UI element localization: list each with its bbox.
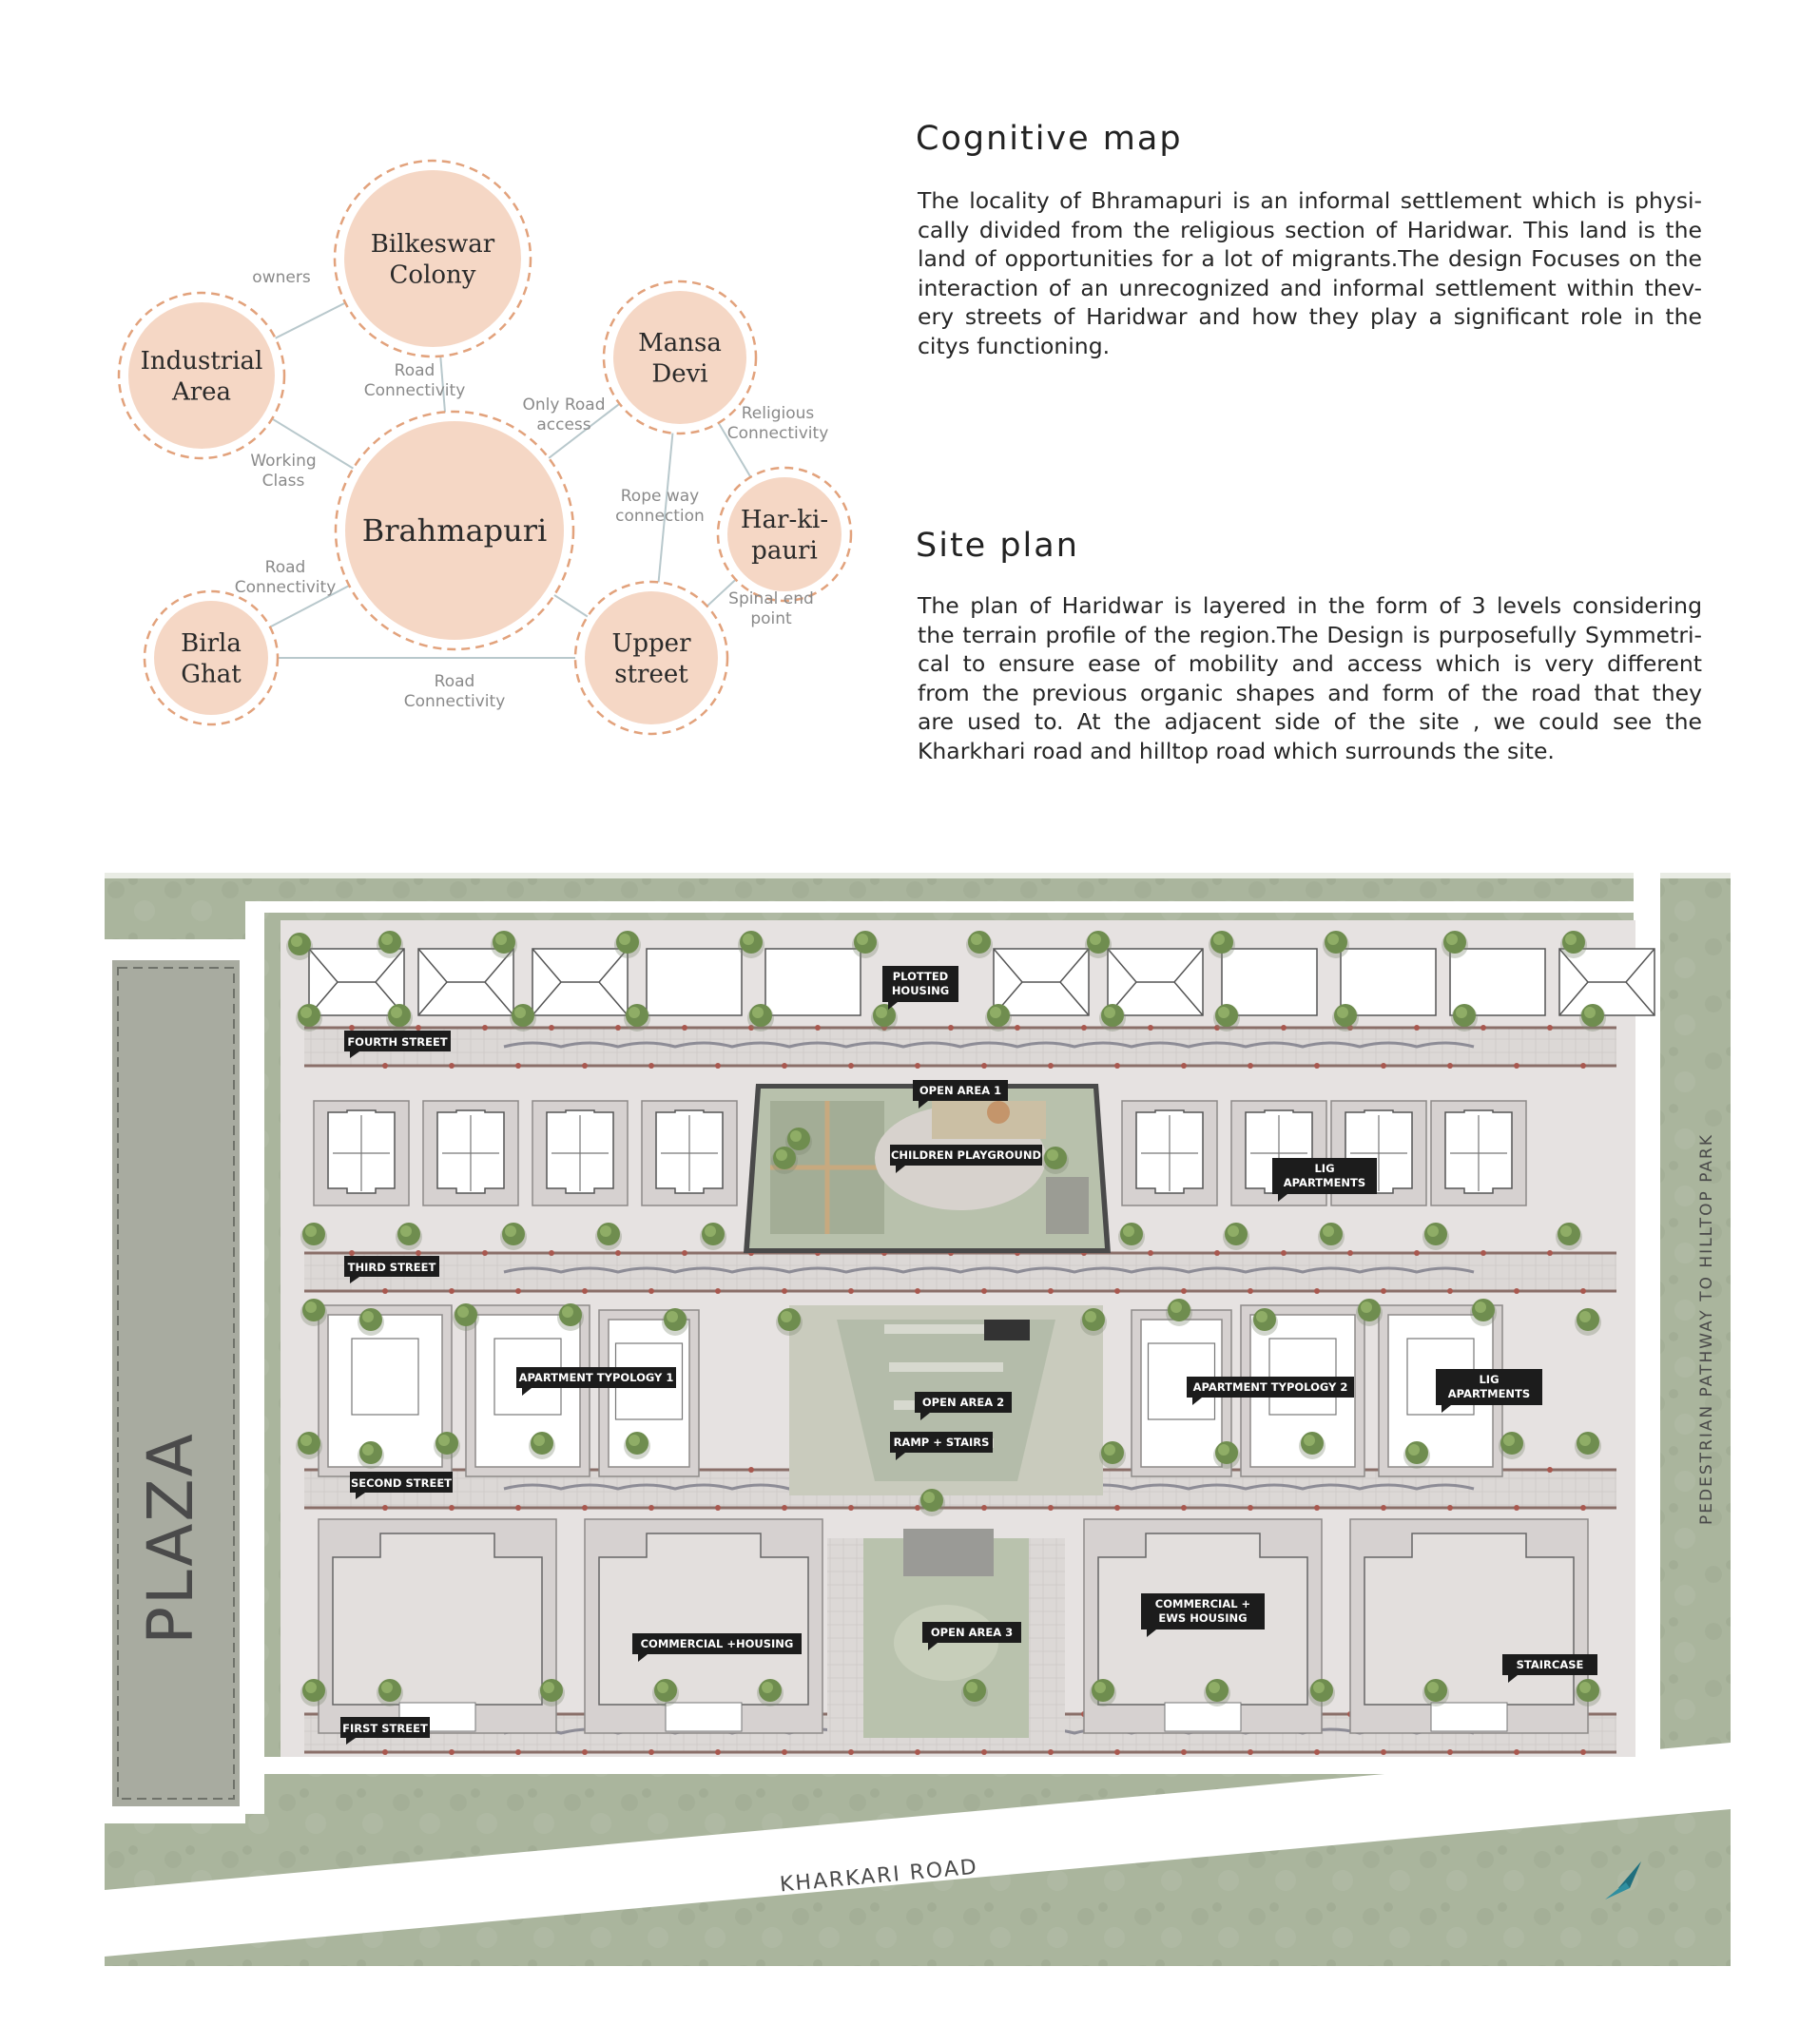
node-label: Industrial	[140, 346, 263, 376]
paragraph-line: ery streets of Haridwar and how they play a significant role in the	[918, 303, 1702, 330]
tag-text: EWS HOUSING	[1158, 1611, 1248, 1625]
kharkari-road-label: KHARKARI ROAD	[779, 1855, 979, 1898]
edge-label-road1: Connectivity	[363, 381, 466, 400]
cognitive-map-diagram	[0, 0, 875, 751]
node-label: Colony	[389, 260, 476, 290]
edge-label-spinal: point	[750, 609, 792, 628]
street-label-text: THIRD STREET	[347, 1261, 436, 1274]
apartment-block	[642, 1101, 737, 1205]
tag-text: PLOTTED	[892, 970, 949, 983]
paragraph-line: land of opportunities for a lot of migrants.The design Focuses on the	[918, 245, 1702, 272]
plot-house	[309, 949, 404, 1015]
street-label-text: FOURTH STREET	[347, 1035, 448, 1049]
tag-text: OPEN AREA 2	[921, 1396, 1005, 1409]
commercial-block	[319, 1519, 556, 1733]
tag-text: COMMERCIAL +HOUSING	[640, 1637, 794, 1650]
plot-house	[532, 949, 628, 1015]
edge-label-road3: Road	[434, 672, 475, 691]
tag-text: LIG	[1314, 1162, 1335, 1175]
plot-house	[1108, 949, 1203, 1015]
cognitive-map-title: Cognitive map	[916, 120, 1183, 158]
node-brahmapuri	[336, 412, 573, 649]
plot-house	[418, 949, 513, 1015]
paragraph-line: the terrain profile of the region.The Design is purposefully Symmetri-	[918, 621, 1702, 648]
edge-label-owners: owners	[252, 268, 311, 287]
street-label-text: FIRST STREET	[342, 1722, 428, 1735]
plot-house	[647, 949, 742, 1015]
tag-text: OPEN AREA 3	[930, 1626, 1014, 1639]
node-birla	[145, 591, 278, 724]
plot-house	[1222, 949, 1317, 1015]
plot-house	[994, 949, 1089, 1015]
paragraph-line: cal to ensure ease of mobility and access which is very different	[918, 650, 1702, 677]
paragraph-line: are used to. At the adjacent side of the site , we could see the	[918, 708, 1702, 735]
tag-text: RAMP + STAIRS	[893, 1436, 990, 1449]
edge-label-religious: Religious	[741, 404, 815, 423]
edge-label-religious: Connectivity	[726, 424, 829, 443]
paragraph-line: The plan of Haridwar is layered in the form of 3 levels considering	[918, 592, 1702, 619]
edge-label-road2: Road	[264, 558, 306, 577]
paragraph-line: from the previous organic shapes and form of the road that they	[918, 679, 1702, 706]
commercial-block	[585, 1519, 822, 1733]
paragraph-line: interaction of an unrecognized and informal settlement within thev-	[918, 274, 1702, 301]
node-industrial	[119, 293, 284, 458]
node-harkipauri	[718, 468, 851, 601]
cognitive-map-description	[918, 186, 1702, 360]
edge-label-onlyroad: Only Road	[522, 395, 606, 415]
apartment-block	[423, 1101, 518, 1205]
apartment-block	[314, 1101, 409, 1205]
cognitive-map-nodes	[119, 161, 851, 734]
node-bilkeswar	[335, 161, 531, 357]
node-mansa	[604, 281, 756, 434]
apartment-block	[532, 1101, 628, 1205]
edge-label-ropeway: connection	[615, 507, 705, 526]
tag-text: APARTMENTS	[1447, 1387, 1531, 1400]
plaza	[105, 939, 245, 1823]
tag-text: APARTMENT TYPOLOGY 1	[518, 1371, 674, 1384]
node-label: Upper	[611, 628, 691, 658]
apartment-block	[1431, 1101, 1526, 1205]
node-label: Mansa	[638, 328, 722, 357]
street-third	[304, 1250, 1616, 1294]
pedestrian-pathway-label: PEDESTRIAN PATHWAY TO HILLTOP PARK	[1697, 1133, 1716, 1525]
tag-text: LIG	[1479, 1373, 1500, 1386]
edge-label-road2: Connectivity	[234, 578, 337, 597]
street-label-text: SECOND STREET	[350, 1476, 453, 1490]
node-label: Birla	[181, 628, 242, 658]
tag-text: CHILDREN PLAYGROUND	[890, 1148, 1042, 1162]
tag-text: APARTMENT TYPOLOGY 2	[1192, 1380, 1348, 1394]
node-label: Devi	[651, 359, 708, 389]
edge-label-ropeway: Rope way	[620, 487, 700, 506]
plot-house	[1341, 949, 1436, 1015]
edge-label-onlyroad: access	[536, 415, 591, 434]
paragraph-line: The locality of Bhramapuri is an informal settlement which is physi-	[918, 187, 1702, 214]
apartment-typology-block	[319, 1305, 452, 1476]
paragraph-line: citys functioning.	[918, 332, 1111, 359]
node-label: Har-ki-	[740, 505, 829, 534]
paragraph-line: Kharkhari road and hilltop road which surrounds the site.	[918, 737, 1555, 764]
edge-label-road1: Road	[394, 361, 435, 380]
node-label: pauri	[751, 536, 818, 566]
node-label: street	[614, 660, 688, 689]
node-upper	[575, 582, 727, 734]
edge-label-road3: Connectivity	[403, 692, 506, 711]
commercial-block	[1350, 1519, 1588, 1733]
paragraph-line: cally divided from the religious section of Haridwar. This land is the	[918, 216, 1702, 243]
tag-text: STAIRCASE	[1516, 1658, 1584, 1671]
node-label: Ghat	[181, 660, 242, 689]
plot-house	[765, 949, 861, 1015]
street-fourth	[304, 1025, 1616, 1069]
site-plan-drawing	[105, 873, 1731, 1966]
tag-text: OPEN AREA 1	[919, 1084, 1002, 1097]
plot-house	[1559, 949, 1655, 1015]
edge-label-working: Working	[250, 452, 317, 471]
edge-label-spinal: Spinal end	[728, 589, 814, 608]
node-label: Bilkeswar	[370, 229, 495, 259]
apartment-block	[1122, 1101, 1217, 1205]
edge-label-working: Class	[261, 472, 305, 491]
node-label: Area	[171, 377, 232, 407]
node-label: Brahmapuri	[361, 512, 548, 550]
site-plan-description	[918, 591, 1702, 765]
site-plan-title: Site plan	[916, 527, 1079, 565]
tag-text: COMMERCIAL +	[1154, 1597, 1251, 1610]
tag-text: HOUSING	[891, 984, 950, 997]
plaza-label: PLAZA	[134, 1432, 207, 1645]
tag-text: APARTMENTS	[1283, 1176, 1366, 1189]
